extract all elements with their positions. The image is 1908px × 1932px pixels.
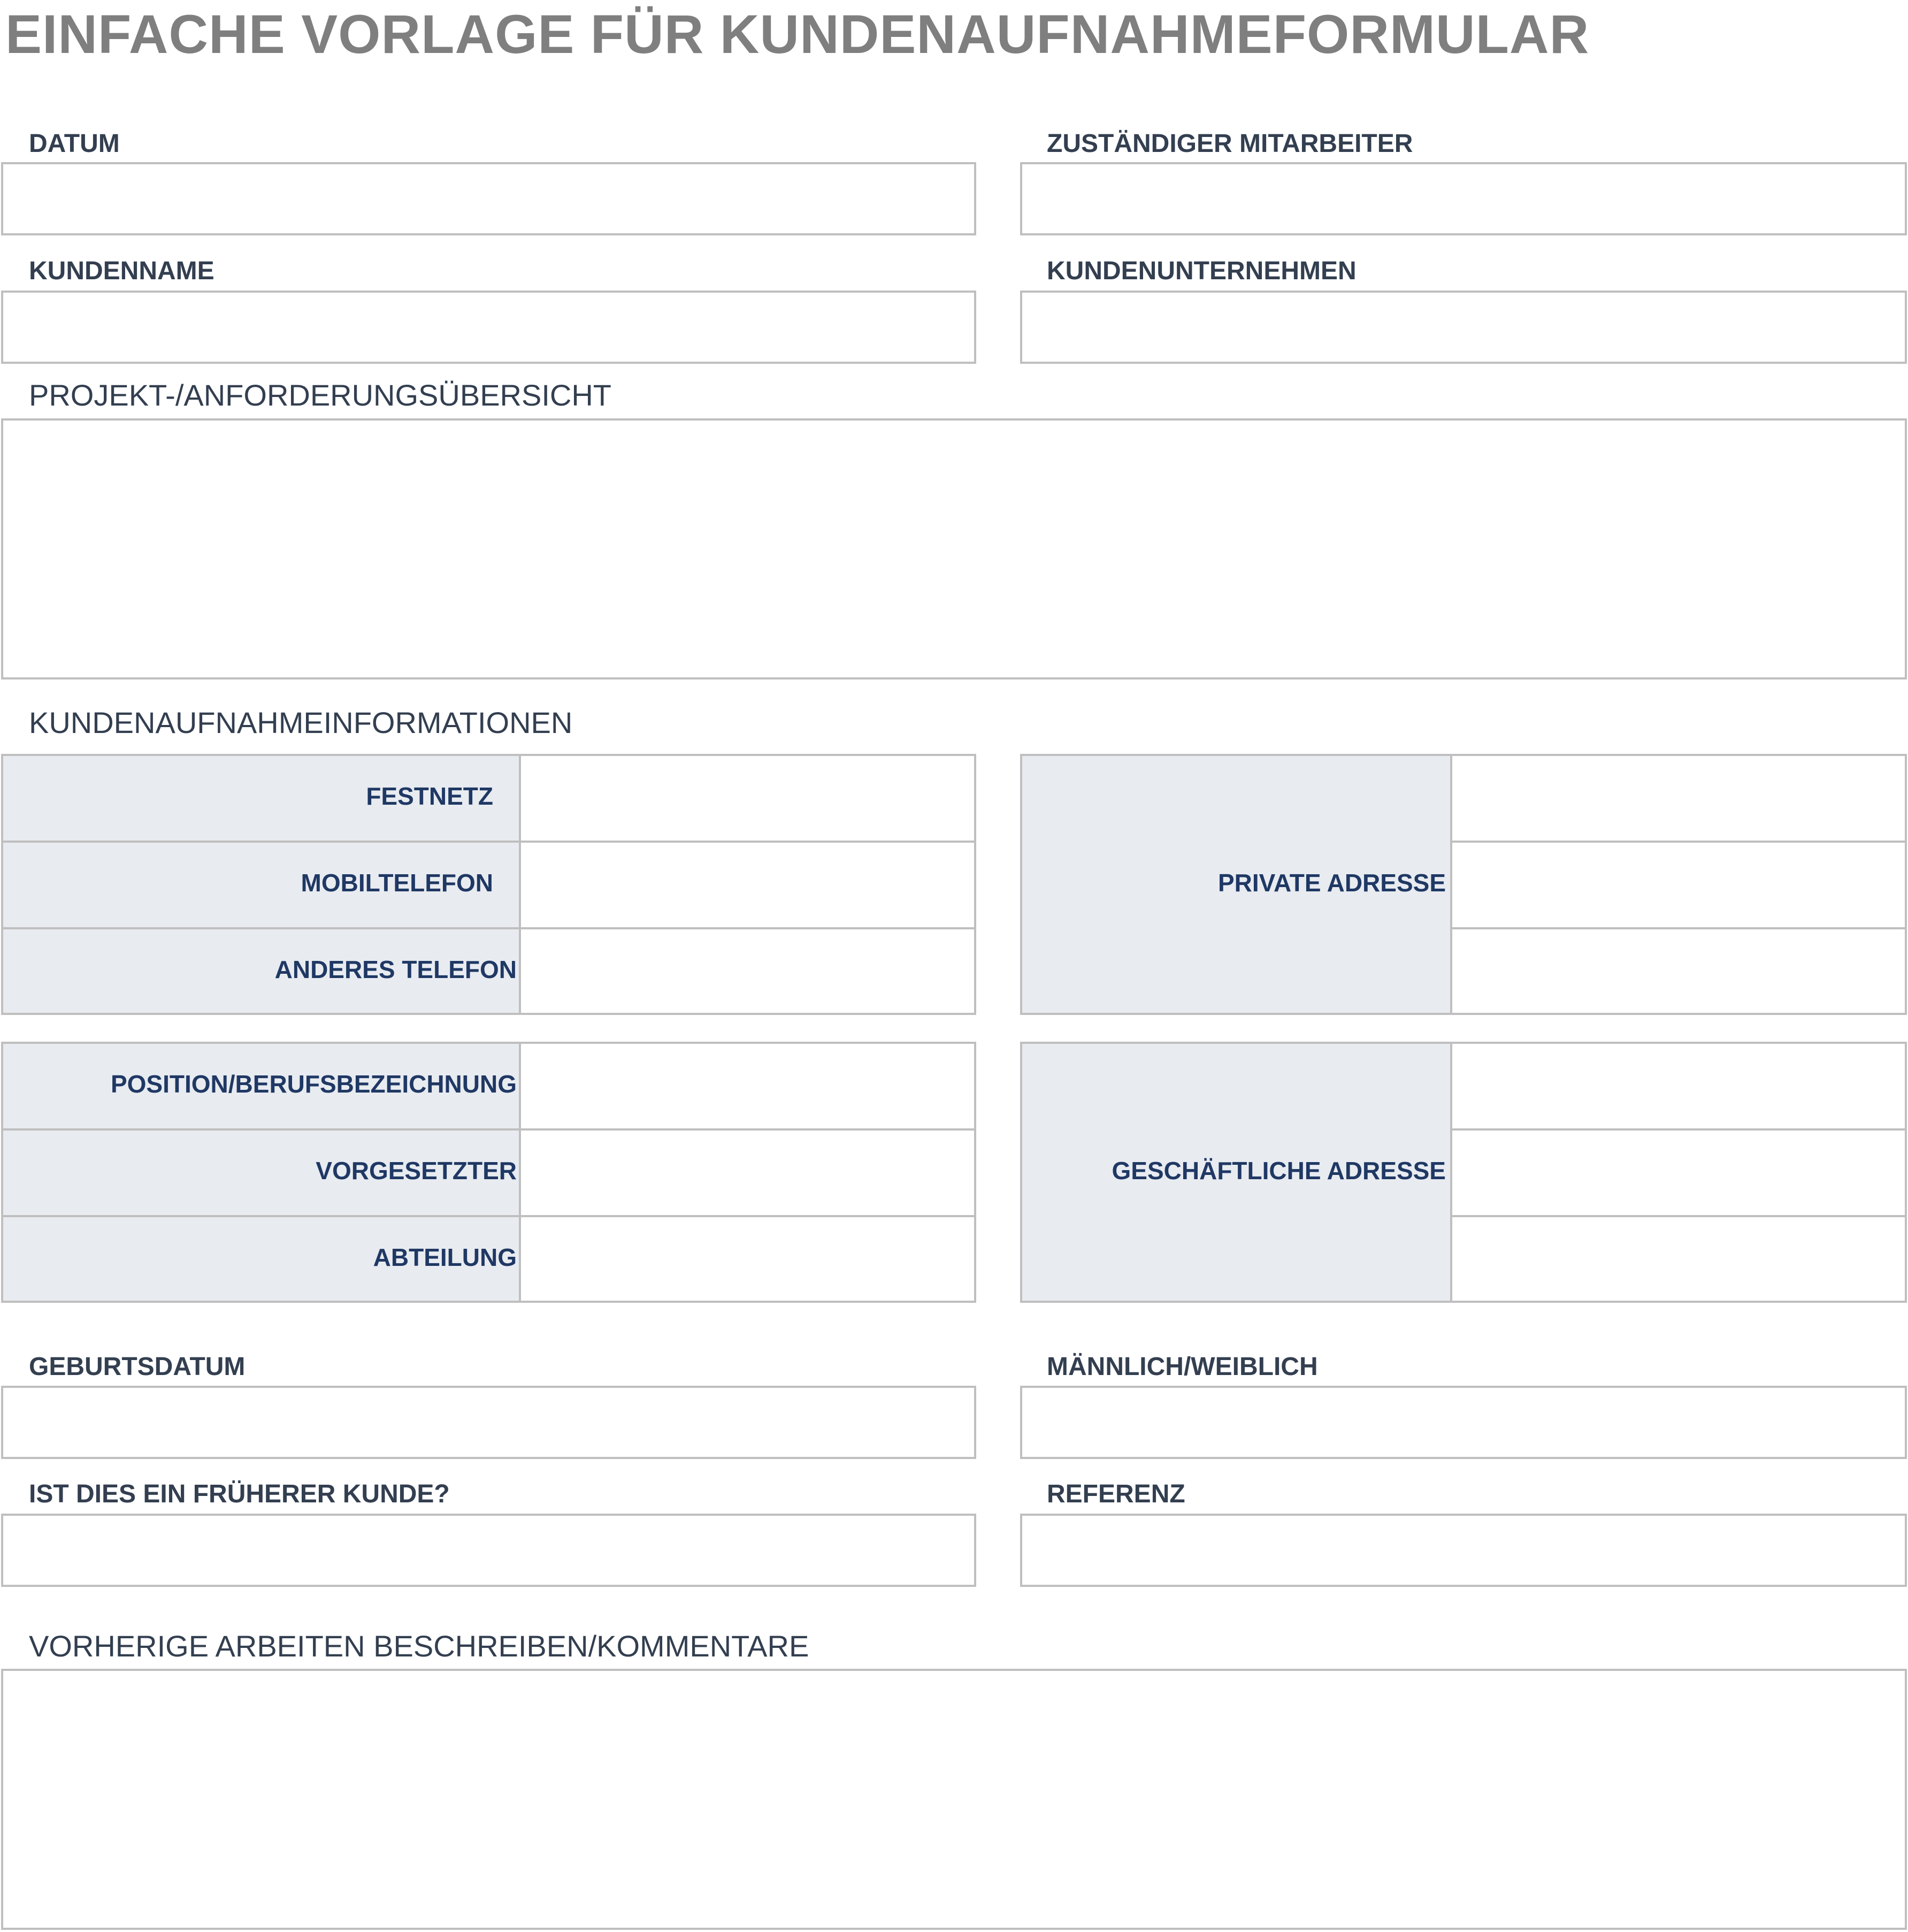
label-private-adresse: PRIVATE ADRESSE <box>1218 869 1446 897</box>
vorgesetzter-input[interactable] <box>523 1131 974 1215</box>
festnetz-input[interactable] <box>523 756 974 841</box>
label-info-section: KUNDENAUFNAHMEINFORMATIONEN <box>29 706 573 739</box>
mobiltelefon-input[interactable] <box>523 843 974 927</box>
private-adresse-input-2[interactable] <box>1454 843 1905 927</box>
mitarbeiter-field[interactable] <box>1020 162 1907 235</box>
private-adresse-input-3[interactable] <box>1454 929 1905 1013</box>
label-anderes-telefon: ANDERES TELEFON <box>274 956 517 983</box>
label-vorgesetzter: VORGESETZTER <box>316 1157 517 1185</box>
projekt-field[interactable] <box>1 418 1907 679</box>
label-mobiltelefon: MOBILTELEFON <box>301 869 493 897</box>
business-address-grid <box>1020 1042 1907 1303</box>
job-grid <box>1 1042 976 1303</box>
label-mitarbeiter: ZUSTÄNDIGER MITARBEITER <box>1047 129 1413 158</box>
label-abteilung: ABTEILUNG <box>373 1243 517 1271</box>
label-datum: DATUM <box>29 129 120 158</box>
private-adresse-input-1[interactable] <box>1454 756 1905 841</box>
label-projekt: PROJEKT-/ANFORDERUNGSÜBERSICHT <box>29 378 611 412</box>
geburtsdatum-field[interactable] <box>1 1386 976 1459</box>
geschaeftliche-adresse-input-1[interactable] <box>1454 1044 1905 1128</box>
anderes-telefon-input[interactable] <box>523 929 974 1013</box>
kundenname-field[interactable] <box>1 291 976 364</box>
referenz-field[interactable] <box>1020 1514 1907 1587</box>
geschaeftliche-adresse-input-2[interactable] <box>1454 1131 1905 1215</box>
label-geburtsdatum: GEBURTSDATUM <box>29 1353 246 1381</box>
label-festnetz: FESTNETZ <box>366 782 493 810</box>
phone-grid <box>1 754 976 1015</box>
label-kundenunternehmen: KUNDENUNTERNEHMEN <box>1047 257 1357 285</box>
private-address-grid <box>1020 754 1907 1015</box>
label-position: POSITION/BERUFSBEZEICHNUNG <box>110 1070 517 1098</box>
geschaeftliche-adresse-input-3[interactable] <box>1454 1217 1905 1301</box>
kommentare-field[interactable] <box>1 1669 1907 1930</box>
position-input[interactable] <box>523 1044 974 1128</box>
label-referenz: REFERENZ <box>1047 1480 1185 1508</box>
label-geschaeftliche-adresse: GESCHÄFTLICHE ADRESSE <box>1112 1157 1446 1185</box>
label-kommentare: VORHERIGE ARBEITEN BESCHREIBEN/KOMMENTARE <box>29 1629 809 1663</box>
abteilung-input[interactable] <box>523 1217 974 1301</box>
label-frueherer-kunde: IST DIES EIN FRÜHERER KUNDE? <box>29 1480 450 1508</box>
kundenunternehmen-field[interactable] <box>1020 291 1907 364</box>
label-kundenname: KUNDENNAME <box>29 257 214 285</box>
label-geschlecht: MÄNNLICH/WEIBLICH <box>1047 1353 1318 1381</box>
geschlecht-field[interactable] <box>1020 1386 1907 1459</box>
frueherer-kunde-field[interactable] <box>1 1514 976 1587</box>
form-title: EINFACHE VORLAGE FÜR KUNDENAUFNAHMEFORMULAR <box>5 4 1590 65</box>
datum-field[interactable] <box>1 162 976 235</box>
